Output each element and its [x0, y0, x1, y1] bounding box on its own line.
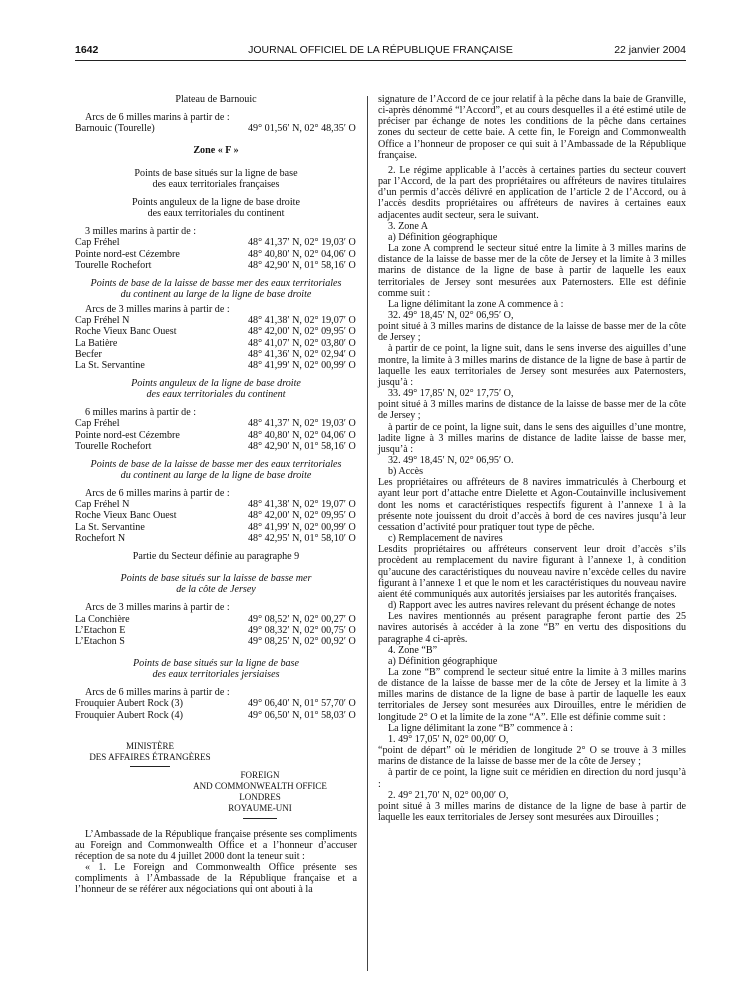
intro-line: Arcs de 3 milles marins à partir de : — [85, 304, 230, 316]
group-title-line: Points de base de la laisse de basse mer des eaux territoriales — [90, 277, 342, 289]
body-paragraph: à partir de ce point, la ligne suit ce méridien en direction du nord jusqu’à : — [378, 767, 686, 790]
coord-row — [75, 533, 357, 544]
coord-list — [75, 315, 357, 371]
intro-line: Arcs de 3 milles marins à partir de : — [85, 602, 230, 614]
coord-row — [75, 430, 357, 441]
coord-row — [75, 418, 357, 429]
coord-row — [75, 636, 357, 647]
coordinate-point: 32. 49° 18,45′ N, 02° 06,95′ O. — [388, 455, 514, 466]
ministry-block — [75, 741, 225, 767]
coord-list — [75, 614, 357, 647]
header-rule — [75, 60, 686, 61]
journal-title: JOURNAL OFFICIEL DE LA RÉPUBLIQUE FRANÇAISE — [248, 44, 513, 56]
coordinates: 48° 41,37′ N, 02° 19,03′ O — [248, 418, 356, 430]
place-name: La St. Servantine — [75, 521, 145, 533]
place-name: L’Etachon E — [75, 624, 126, 636]
coordinate-point: 1. 49° 17,05′ N, 02° 00,00′ O, — [388, 733, 509, 745]
body-paragraph: La ligne délimitant la zone A commence à : — [388, 298, 564, 310]
column-divider — [367, 96, 368, 971]
section-heading: 3. Zone A — [388, 220, 429, 232]
coordinate-point: 2. 49° 21,70′ N, 02° 00,00′ O, — [388, 789, 509, 801]
place-name: La Batière — [75, 337, 118, 349]
subsection-heading: b) Accès — [388, 466, 424, 478]
coord-row — [75, 441, 357, 452]
coord-row — [75, 123, 357, 134]
body-paragraph: “point de départ” où le méridien de longitude 2° O se trouve à 3 milles marins de distance de la laisse de basse mer de la côte de Jersey ; — [378, 745, 686, 768]
addressee-line: LONDRES — [239, 792, 281, 803]
ministry-rule — [130, 766, 170, 767]
place-name: Cap Fréhel — [75, 418, 120, 430]
place-name: Cap Fréhel — [75, 237, 120, 249]
body-paragraph: La ligne délimitant la zone “B” commence à : — [388, 722, 573, 734]
body-paragraph: point situé à 3 milles marins de distance de la ligne de base à partir de laquelle les eaux territoriales de Jersey sont mesurées aux Dirouilles ; — [378, 800, 686, 823]
place-name: Roche Vieux Banc Ouest — [75, 510, 177, 522]
subheading-line: Points anguleux de la ligne de base droite — [132, 196, 300, 208]
letter-paragraph: « 1. Le Foreign and Commonwealth Office présente ses compliments à l’Ambassade de la République française et a l’honneur de se référer aux négociations qui ont abouti à la — [75, 862, 357, 896]
coord-list — [75, 698, 357, 720]
coord-row — [75, 237, 357, 248]
coord-list — [75, 123, 357, 134]
coordinates: 49° 01,56′ N, 02° 48,35′ O — [248, 123, 356, 135]
group-title-line: Points anguleux de la ligne de base droite — [131, 377, 301, 389]
intro-line: Arcs de 6 milles marins à partir de : — [85, 687, 230, 699]
issue-date: 22 janvier 2004 — [614, 44, 686, 56]
coordinates: 48° 42,90′ N, 01° 58,16′ O — [248, 440, 356, 452]
ministry-line: MINISTÈRE — [126, 740, 174, 751]
subheading-line: des eaux territoriales françaises — [152, 178, 280, 190]
coordinates: 49° 08,32′ N, 02° 00,75′ O — [248, 624, 356, 636]
body-paragraph: Les navires mentionnés au présent paragraphe feront partie des 25 navires autorisés à accéder à la zone “B” en vertu des dispositions du paragraphe 4 ci-après. — [378, 611, 686, 645]
coordinates: 48° 41,99′ N, 02° 00,99′ O — [248, 359, 356, 371]
page-number: 1642 — [75, 44, 99, 56]
group-title-line: Points de base situés sur la ligne de base — [133, 657, 299, 669]
subheading-line: Points de base situés sur la ligne de base — [134, 167, 298, 179]
place-name: La Conchière — [75, 613, 130, 625]
place-name: L’Etachon S — [75, 635, 125, 647]
section-title: Plateau de Barnouic — [175, 94, 257, 105]
body-paragraph: Lesdits propriétaires ou affréteurs conservent leur droit d’accès s’ils procèdent au remplacement du navire figurant à l’annexe 1, à condition qu’aucune des caractéristiques du nouveau navire n’excède celles du navire figurant à l’annexe 1 et que le nom et les caractéristiques du nouveau navire aient été communiqués aux autorités jersiaises par les autorités françaises. — [378, 544, 686, 600]
group-title-line: des eaux territoriales du continent — [146, 389, 286, 401]
coord-row — [75, 360, 357, 371]
place-name: La St. Servantine — [75, 359, 145, 371]
coord-row — [75, 260, 357, 271]
coordinates: 48° 41,37′ N, 02° 19,03′ O — [248, 237, 356, 249]
letter-paragraph: L’Ambassade de la République française présente ses compliments au Foreign and Commonwealth Office et a l’honneur d’accuser réception de sa note du 4 juillet 2000 dont la teneur suit : — [75, 828, 357, 862]
coord-list — [75, 499, 357, 544]
coord-row — [75, 499, 357, 510]
place-name: Tourelle Rochefort — [75, 440, 152, 452]
place-name: Pointe nord-est Cézembre — [75, 248, 180, 260]
coord-row — [75, 625, 357, 636]
group-title-line: Points de base situés sur la laisse de basse mer — [120, 573, 312, 585]
place-name: Barnouic (Tourelle) — [75, 123, 155, 135]
ministry-line: DES AFFAIRES ÉTRANGÈRES — [89, 751, 211, 762]
addressee-line: ROYAUME-UNI — [228, 803, 292, 814]
place-name: Tourelle Rochefort — [75, 259, 152, 271]
intro-line: Arcs de 6 milles marins à partir de : — [85, 112, 230, 124]
coordinates: 48° 41,38′ N, 02° 19,07′ O — [248, 499, 356, 511]
coord-row — [75, 710, 357, 721]
subsection-heading: a) Définition géographique — [388, 231, 498, 243]
coordinates: 49° 06,50′ N, 01° 58,03′ O — [248, 709, 356, 721]
addressee-rule — [243, 818, 277, 819]
place-name: Cap Fréhel N — [75, 499, 130, 511]
group-title-line: de la côte de Jersey — [176, 584, 256, 596]
group-title-line: du continent au large de la ligne de base droite — [120, 470, 312, 482]
coord-row — [75, 522, 357, 533]
zone-heading: Zone « F » — [193, 145, 239, 157]
body-paragraph: La zone A comprend le secteur situé entre la limite à 3 milles marins de distance de la laisse de basse mer de la côte de Jersey et la limite à 3 milles marins de distance de la ligne de base à partir de laquelle les eaux territoriales de Jersey sont mesurées aux Paternosters. Elle est définie comme suit : — [378, 243, 686, 299]
place-name: Frouquier Aubert Rock (4) — [75, 709, 183, 721]
place-name: Frouquier Aubert Rock (3) — [75, 698, 183, 710]
intro-line: 3 milles marins à partir de : — [85, 226, 197, 238]
subsection-heading: c) Remplacement de navires — [388, 533, 503, 545]
coord-row — [75, 698, 357, 709]
place-name: Pointe nord-est Cézembre — [75, 429, 180, 441]
partie-heading: Partie du Secteur définie au paragraphe 9 — [132, 550, 300, 562]
subsection-heading: a) Définition géographique — [388, 655, 498, 667]
coordinates: 48° 42,95′ N, 01° 58,10′ O — [248, 532, 356, 544]
group-title-line: des eaux territoriales jersiaises — [152, 669, 280, 681]
place-name: Becfer — [75, 348, 102, 360]
coordinate-point: 33. 49° 17,85′ N, 02° 17,75′ O, — [388, 388, 514, 400]
addressee-block — [170, 770, 350, 819]
coordinates: 48° 41,38′ N, 02° 19,07′ O — [248, 315, 356, 327]
coord-row — [75, 510, 357, 521]
coord-row — [75, 614, 357, 625]
coord-list — [75, 237, 357, 270]
coord-row — [75, 249, 357, 260]
body-paragraph: point situé à 3 milles marins de distance de la laisse de basse mer de la côte de Jersey ; — [378, 321, 686, 344]
coordinates: 48° 41,36′ N, 02° 02,94′ O — [248, 348, 356, 360]
section-heading: 4. Zone “B” — [388, 644, 438, 656]
coordinates: 48° 42,90′ N, 01° 58,16′ O — [248, 259, 356, 271]
subheading-line: des eaux territoriales du continent — [147, 208, 285, 220]
subsection-heading: d) Rapport avec les autres navires relevant du présent échange de notes — [388, 600, 676, 612]
body-paragraph: à partir de ce point, la ligne suit, dans le sens des aiguilles d’une montre, ladite ligne à 3 milles marins de distance de ladite laisse de basse mer, jusqu’à : — [378, 421, 686, 455]
coord-row — [75, 326, 357, 337]
addressee-line: FOREIGN — [240, 770, 280, 781]
body-paragraph: La zone “B” comprend le secteur situé entre la limite à 3 milles marins de distance de la laisse de basse mer de la côte de Jersey et la limite à 3 milles marins de distance de la ligne de base à partir de laquelle les eaux territoriales de Jersey sont mesurées aux Dirouilles, entre le méridien de longitude 2° O et la limite de la zone “A”. Elle est définie comme suit : — [378, 666, 686, 723]
coordinates: 48° 40,80′ N, 02° 04,06′ O — [248, 248, 356, 260]
right-column — [378, 94, 686, 823]
coordinates: 48° 40,80′ N, 02° 04,06′ O — [248, 429, 356, 441]
coordinates: 49° 08,52′ N, 02° 00,27′ O — [248, 613, 356, 625]
body-paragraph: 2. Le régime applicable à l’accès à certaines parties du secteur couvert par l’Accord, de la part des propriétaires ou affréteurs de navires titulaires d’un permis d’accès délivré en application de l’article 2 de l’Accord, ou à l’accès desdits propriétaires ou affréteurs de navires à certaines eaux adjacentes audit secteur, sera le suivant. — [378, 164, 686, 221]
body-paragraph: point situé à 3 milles marins de distance de la laisse de basse mer de la côte de Jersey ; — [378, 399, 686, 422]
intro-line: Arcs de 6 milles marins à partir de : — [85, 488, 230, 500]
coordinates: 48° 42,00′ N, 02° 09,95′ O — [248, 326, 356, 338]
place-name: Rochefort N — [75, 532, 126, 544]
coordinates: 49° 06,40′ N, 01° 57,70′ O — [248, 698, 356, 710]
body-paragraph: à partir de ce point, la ligne suit, dans le sens inverse des aiguilles d’une montre, la limite à 3 milles marins de distance de la ligne de base à partir de laquelle les eaux territoriales de Jersey sont mesurées aux Paternosters, jusqu’à : — [378, 343, 686, 388]
coordinate-point: 32. 49° 18,45′ N, 02° 06,95′ O, — [388, 309, 514, 321]
place-name: Cap Fréhel N — [75, 315, 130, 327]
coordinates: 48° 41,99′ N, 02° 00,99′ O — [248, 521, 356, 533]
coord-row — [75, 315, 357, 326]
coordinates: 49° 08,25′ N, 02° 00,92′ O — [248, 635, 356, 647]
group-title-line: Points de base de la laisse de basse mer des eaux territoriales — [90, 458, 342, 470]
coord-row — [75, 349, 357, 360]
body-paragraph: signature de l’Accord de ce jour relatif à la pêche dans la baie de Granville, ci-après dénommé “l’Accord”, et au cours desquelles il a été estimé utile de préciser par échange de notes les conditions de la pêche dans certaines zones du secteur de cette baie. A cette fin, le Foreign and Commonwealth Office a l’honneur de proposer ce qui suit à l’Ambassade de la République française. — [378, 94, 686, 161]
coordinates: 48° 42,00′ N, 02° 09,95′ O — [248, 510, 356, 522]
left-column — [75, 94, 357, 896]
coordinates: 48° 41,07′ N, 02° 03,80′ O — [248, 337, 356, 349]
addressee-line: AND COMMONWEALTH OFFICE — [193, 781, 327, 792]
coord-row — [75, 338, 357, 349]
page-header — [75, 44, 686, 58]
coord-list — [75, 418, 357, 451]
body-paragraph: Les propriétaires ou affréteurs de 8 navires immatriculés à Cherbourg et ayant leur port d’attache entre Dielette et Agon-Coutainville inclusivement dont les noms et caractéristiques respectifs figurent à l’annexe 1 à la présente note jouissent du droit d’accès à bord de ces navires jusqu’à leur cessation d’activité pour pratiquer tout type de pêche. — [378, 477, 686, 533]
place-name: Roche Vieux Banc Ouest — [75, 326, 177, 338]
group-title-line: du continent au large de la ligne de base droite — [120, 288, 312, 300]
intro-line: 6 milles marins à partir de : — [85, 407, 197, 419]
